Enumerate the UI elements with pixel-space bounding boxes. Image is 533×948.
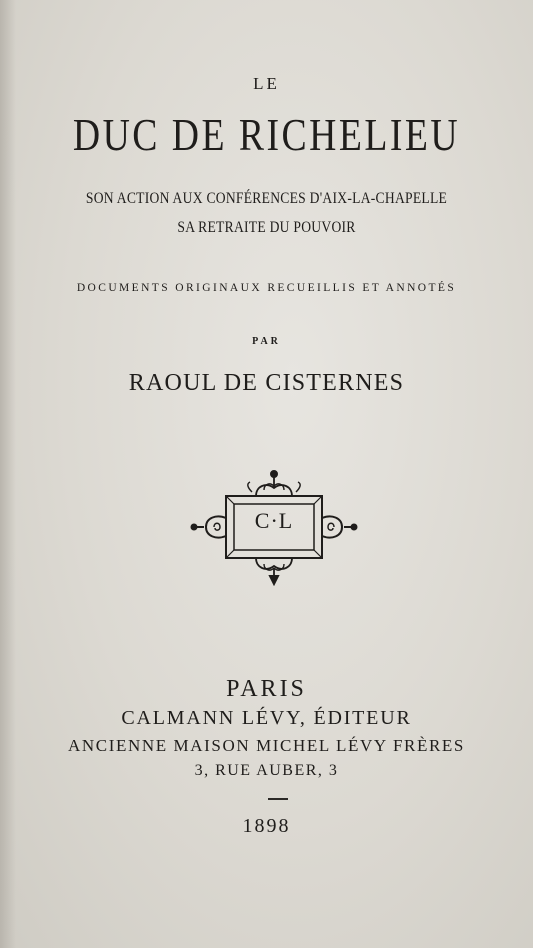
author-name: RAOUL DE CISTERNES	[128, 370, 405, 396]
imprint-separator-rule	[268, 798, 288, 800]
book-title: DUC DE RICHELIEU	[72, 109, 461, 160]
documents-note: DOCUMENTS ORIGINAUX RECUEILLIS ET ANNOTÉS	[76, 282, 457, 294]
monogram-text: C·L	[254, 508, 294, 533]
subtitle-line-1: SON ACTION AUX CONFÉRENCES D'AIX-LA-CHAPELLE	[85, 190, 448, 207]
spine-shadow	[0, 0, 16, 948]
imprint-publisher: CALMANN LÉVY, ÉDITEUR	[121, 707, 412, 729]
imprint-address: 3, RUE AUBER, 3	[194, 762, 339, 779]
imprint-city: PARIS	[226, 676, 307, 702]
title-article: LE	[253, 74, 280, 93]
imprint-house: ANCIENNE MAISON MICHEL LÉVY FRÈRES	[68, 736, 465, 755]
imprint-year: 1898	[242, 815, 291, 837]
by-label: PAR	[252, 336, 281, 347]
subtitle-line-2: SA RETRAITE DU POUVOIR	[177, 219, 356, 236]
